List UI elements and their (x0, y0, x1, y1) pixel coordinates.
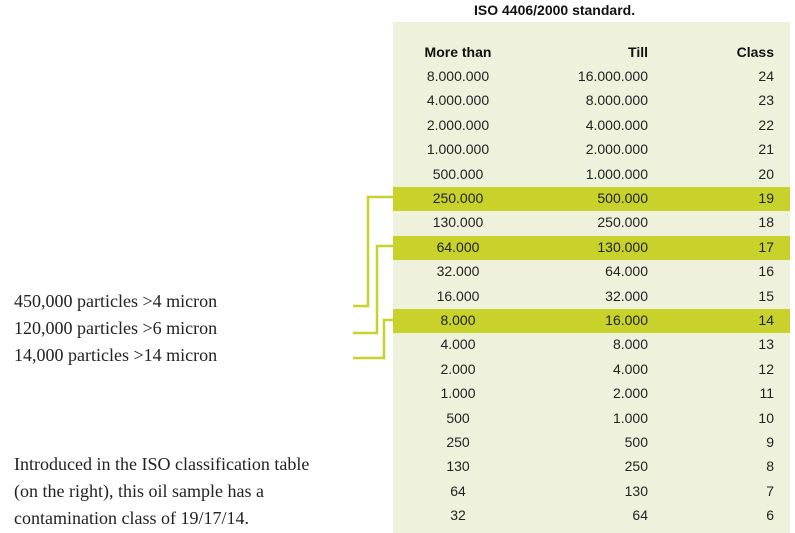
cell-more-than: 1.000 (440, 385, 476, 402)
column-header-class: Class (736, 44, 774, 60)
cell-till: 500.000 (597, 190, 648, 206)
cell-till: 64 (632, 507, 648, 524)
cell-till: 250 (624, 458, 648, 475)
cell-till: 32.000 (605, 287, 648, 304)
caption-line-1: Introduced in the ISO classification table (14, 454, 310, 474)
cell-class: 12 (758, 360, 774, 377)
cell-class: 19 (758, 190, 774, 206)
cell-more-than: 1.000.000 (426, 141, 490, 158)
cell-more-than: 130 (446, 458, 470, 475)
cell-class: 23 (758, 92, 774, 109)
cell-till: 4.000.000 (585, 116, 648, 133)
column-header-till: Till (628, 44, 648, 60)
cell-more-than: 32 (450, 507, 466, 524)
connector-line-19 (353, 197, 393, 306)
cell-more-than: 2.000 (440, 360, 476, 377)
cell-class: 16 (758, 263, 774, 280)
cell-more-than: 8.000 (440, 312, 476, 328)
cell-class: 17 (758, 238, 774, 255)
cell-more-than: 250 (446, 434, 470, 450)
cell-more-than: 500.000 (432, 165, 484, 182)
cell-till: 2.000 (612, 385, 648, 402)
cell-more-than: 250.000 (432, 190, 484, 206)
particle-count-6-micron: 120,000 particles >6 micron (14, 318, 218, 338)
caption-line-2: (on the right), this oil sample has a (14, 481, 264, 501)
cell-more-than: 32.000 (436, 263, 480, 280)
cell-class: 15 (758, 287, 774, 304)
cell-more-than: 4.000 (440, 336, 476, 353)
cell-class: 10 (758, 409, 774, 426)
cell-more-than: 8.000.000 (426, 68, 490, 84)
cell-more-than: 4.000.000 (426, 92, 490, 109)
cell-till: 250.000 (597, 214, 648, 231)
cell-class: 13 (758, 336, 774, 353)
particle-count-14-micron: 14,000 particles >14 micron (14, 345, 218, 365)
cell-till: 16.000 (605, 312, 648, 328)
cell-class: 7 (766, 482, 774, 499)
cell-more-than: 64 (450, 482, 466, 499)
cell-till: 8.000 (612, 336, 648, 353)
connector-line-14 (353, 320, 393, 358)
cell-class: 18 (758, 214, 774, 231)
cell-class: 8 (766, 458, 774, 475)
cell-class: 22 (758, 116, 774, 133)
cell-till: 2.000.000 (585, 141, 648, 158)
caption-line-3: contamination class of 19/17/14. (14, 508, 249, 528)
cell-class: 6 (766, 507, 774, 524)
cell-till: 64.000 (605, 263, 648, 280)
cell-more-than: 500 (446, 409, 470, 426)
cell-class: 21 (758, 141, 774, 158)
cell-till: 8.000.000 (585, 92, 648, 109)
cell-till: 4.000 (612, 360, 648, 377)
cell-class: 11 (759, 385, 774, 402)
cell-more-than: 130.000 (432, 214, 484, 231)
cell-till: 130.000 (597, 238, 648, 255)
cell-class: 9 (766, 434, 774, 450)
cell-class: 24 (758, 68, 774, 84)
cell-till: 16.000.000 (577, 68, 648, 84)
cell-till: 1.000 (612, 409, 648, 426)
cell-till: 500 (624, 434, 648, 450)
cell-class: 20 (758, 165, 774, 182)
column-header-more-than: More than (424, 44, 492, 60)
cell-till: 1.000.000 (585, 165, 648, 182)
cell-more-than: 64.000 (436, 238, 480, 255)
particle-count-4-micron: 450,000 particles >4 micron (14, 291, 218, 311)
cell-class: 14 (758, 312, 774, 328)
cell-more-than: 2.000.000 (426, 116, 490, 133)
cell-more-than: 16.000 (436, 287, 480, 304)
cell-till: 130 (624, 482, 648, 499)
table-title: ISO 4406/2000 standard. (474, 2, 636, 18)
